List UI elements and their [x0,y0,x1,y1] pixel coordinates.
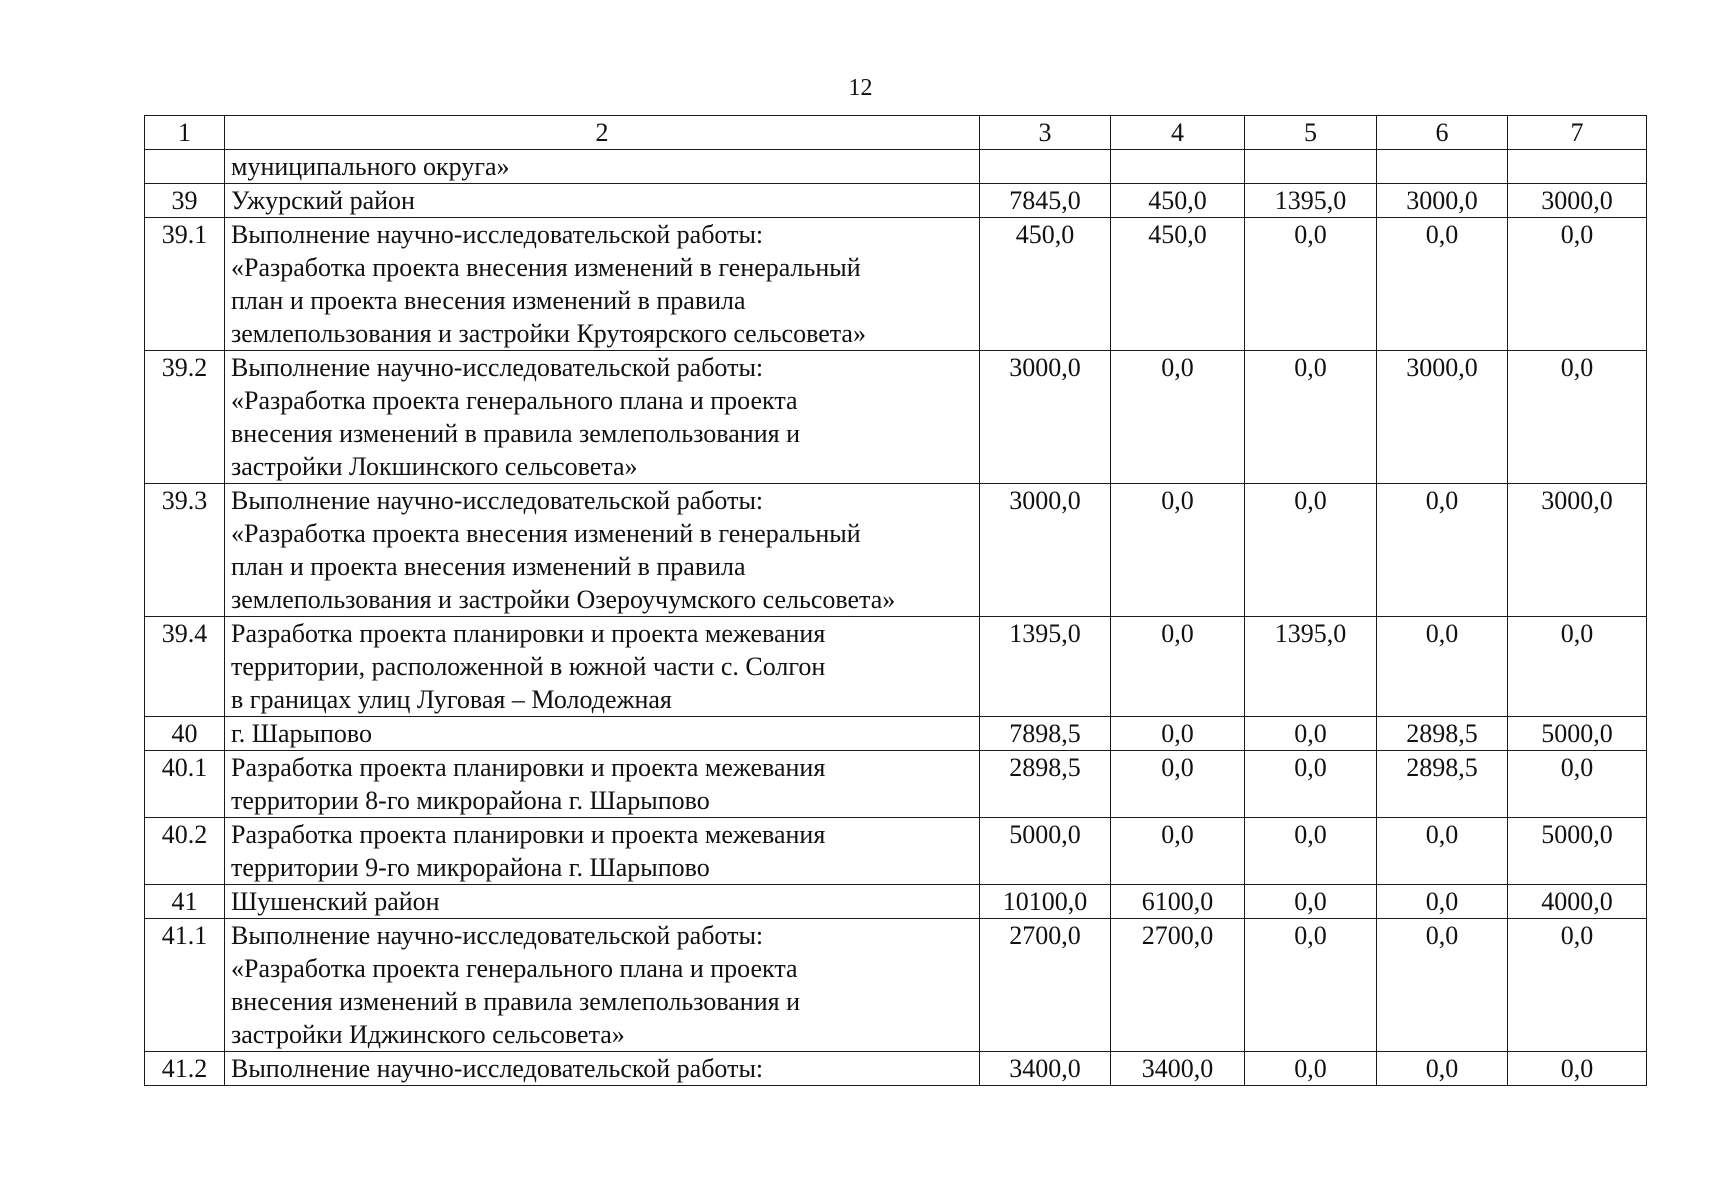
value-col-5: 0,0 [1245,218,1377,351]
value-col-3 [980,150,1111,184]
value-col-7: 3000,0 [1508,184,1647,218]
column-header-6: 6 [1377,116,1508,150]
row-number: 39.4 [145,617,225,717]
row-description [225,351,980,484]
table-row [145,218,1647,351]
description-line: территории 9-го микрорайона г. Шарыпово [231,853,710,882]
description-line: Разработка проекта планировки и проекта межевания [231,619,826,648]
row-number: 39.3 [145,484,225,617]
value-col-7: 4000,0 [1508,885,1647,919]
table-row [145,184,1647,218]
description-line: Выполнение научно-исследовательской работы: [231,220,764,249]
value-col-6 [1377,150,1508,184]
value-col-7: 3000,0 [1508,484,1647,617]
value-col-4 [1111,150,1245,184]
value-col-3: 5000,0 [980,818,1111,885]
value-col-7: 0,0 [1508,751,1647,818]
row-description [225,1052,980,1086]
value-col-3: 3000,0 [980,351,1111,484]
value-col-5: 0,0 [1245,919,1377,1052]
description-line: «Разработка проекта внесения изменений в генеральный [231,519,861,548]
value-col-5: 0,0 [1245,1052,1377,1086]
value-col-3: 3400,0 [980,1052,1111,1086]
value-col-6: 0,0 [1377,919,1508,1052]
description-line: Выполнение научно-исследовательской работы: [231,353,764,382]
value-col-6: 3000,0 [1377,184,1508,218]
row-number [145,150,225,184]
value-col-5: 0,0 [1245,818,1377,885]
row-description [225,617,980,717]
column-header-1: 1 [145,116,225,150]
row-number: 40.2 [145,818,225,885]
row-number: 40.1 [145,751,225,818]
row-number: 41.2 [145,1052,225,1086]
description-line: территории, расположенной в южной части с. Солгон [231,652,826,681]
value-col-4: 0,0 [1111,351,1245,484]
table-body [145,116,1647,1086]
value-col-5: 0,0 [1245,351,1377,484]
description-line: Выполнение научно-исследовательской работы: [231,486,764,515]
value-col-5: 0,0 [1245,484,1377,617]
row-number: 41.1 [145,919,225,1052]
value-col-3: 450,0 [980,218,1111,351]
description-line: план и проекта внесения изменений в правила [231,552,746,581]
value-col-4: 0,0 [1111,484,1245,617]
value-col-6: 2898,5 [1377,717,1508,751]
value-col-4: 2700,0 [1111,919,1245,1052]
budget-table [144,115,1647,1086]
value-col-7: 0,0 [1508,1052,1647,1086]
table-row [145,885,1647,919]
value-col-7 [1508,150,1647,184]
value-col-6: 0,0 [1377,218,1508,351]
description-line: Выполнение научно-исследовательской работы: [231,921,764,950]
value-col-4: 3400,0 [1111,1052,1245,1086]
description-line: план и проекта внесения изменений в правила [231,286,746,315]
row-description [225,818,980,885]
value-col-7: 0,0 [1508,919,1647,1052]
description-line: внесения изменений в правила землепользования и [231,987,800,1016]
row-description [225,484,980,617]
value-col-7: 5000,0 [1508,818,1647,885]
description-line: муниципального округа» [231,152,510,181]
table-row [145,351,1647,484]
table-row [145,617,1647,717]
value-col-6: 0,0 [1377,885,1508,919]
value-col-7: 0,0 [1508,351,1647,484]
value-col-6: 0,0 [1377,818,1508,885]
value-col-4: 0,0 [1111,617,1245,717]
table-row [145,150,1647,184]
page-number: 12 [848,75,873,101]
row-description [225,919,980,1052]
row-description [225,184,980,218]
value-col-6: 0,0 [1377,617,1508,717]
column-header-5: 5 [1245,116,1377,150]
value-col-3: 2700,0 [980,919,1111,1052]
table-row [145,818,1647,885]
value-col-6: 0,0 [1377,1052,1508,1086]
description-line: застройки Локшинского сельсовета» [231,452,638,481]
table-row [145,1052,1647,1086]
value-col-6: 0,0 [1377,484,1508,617]
value-col-5: 1395,0 [1245,184,1377,218]
description-line: в границах улиц Луговая – Молодежная [231,685,672,714]
description-line: «Разработка проекта генерального плана и проекта [231,954,798,983]
value-col-3: 10100,0 [980,885,1111,919]
row-number: 41 [145,885,225,919]
table-row [145,484,1647,617]
value-col-4: 6100,0 [1111,885,1245,919]
value-col-7: 0,0 [1508,617,1647,717]
value-col-5: 1395,0 [1245,617,1377,717]
table-row [145,717,1647,751]
value-col-4: 450,0 [1111,184,1245,218]
description-line: «Разработка проекта генерального плана и проекта [231,386,798,415]
value-col-3: 3000,0 [980,484,1111,617]
description-line: Выполнение научно-исследовательской работы: [231,1054,764,1083]
column-header-3: 3 [980,116,1111,150]
row-description [225,150,980,184]
value-col-6: 3000,0 [1377,351,1508,484]
table-row [145,751,1647,818]
row-description [225,717,980,751]
description-line: землепользования и застройки Озероучумского сельсовета» [231,585,896,614]
value-col-5 [1245,150,1377,184]
value-col-7: 0,0 [1508,218,1647,351]
value-col-5: 0,0 [1245,717,1377,751]
value-col-5: 0,0 [1245,751,1377,818]
description-line: «Разработка проекта внесения изменений в генеральный [231,253,861,282]
value-col-4: 0,0 [1111,717,1245,751]
row-description [225,885,980,919]
description-line: землепользования и застройки Крутоярского сельсовета» [231,319,866,348]
column-header-7: 7 [1508,116,1647,150]
value-col-7: 5000,0 [1508,717,1647,751]
table-row [145,919,1647,1052]
column-header-2: 2 [225,116,980,150]
row-number: 40 [145,717,225,751]
row-number: 39.2 [145,351,225,484]
value-col-4: 450,0 [1111,218,1245,351]
row-number: 39 [145,184,225,218]
value-col-4: 0,0 [1111,751,1245,818]
value-col-3: 2898,5 [980,751,1111,818]
row-description [225,751,980,818]
description-line: внесения изменений в правила землепользования и [231,419,800,448]
description-line: территории 8-го микрорайона г. Шарыпово [231,786,710,815]
description-line: застройки Иджинского сельсовета» [231,1020,625,1049]
value-col-3: 7845,0 [980,184,1111,218]
description-line: Разработка проекта планировки и проекта межевания [231,820,826,849]
column-header-4: 4 [1111,116,1245,150]
value-col-4: 0,0 [1111,818,1245,885]
header-row [145,116,1647,150]
value-col-3: 7898,5 [980,717,1111,751]
description-line: Разработка проекта планировки и проекта межевания [231,753,826,782]
value-col-3: 1395,0 [980,617,1111,717]
row-number: 39.1 [145,218,225,351]
description-line: Ужурский район [231,186,415,215]
description-line: Шушенский район [231,887,440,916]
value-col-5: 0,0 [1245,885,1377,919]
value-col-6: 2898,5 [1377,751,1508,818]
row-description [225,218,980,351]
description-line: г. Шарыпово [231,719,372,748]
